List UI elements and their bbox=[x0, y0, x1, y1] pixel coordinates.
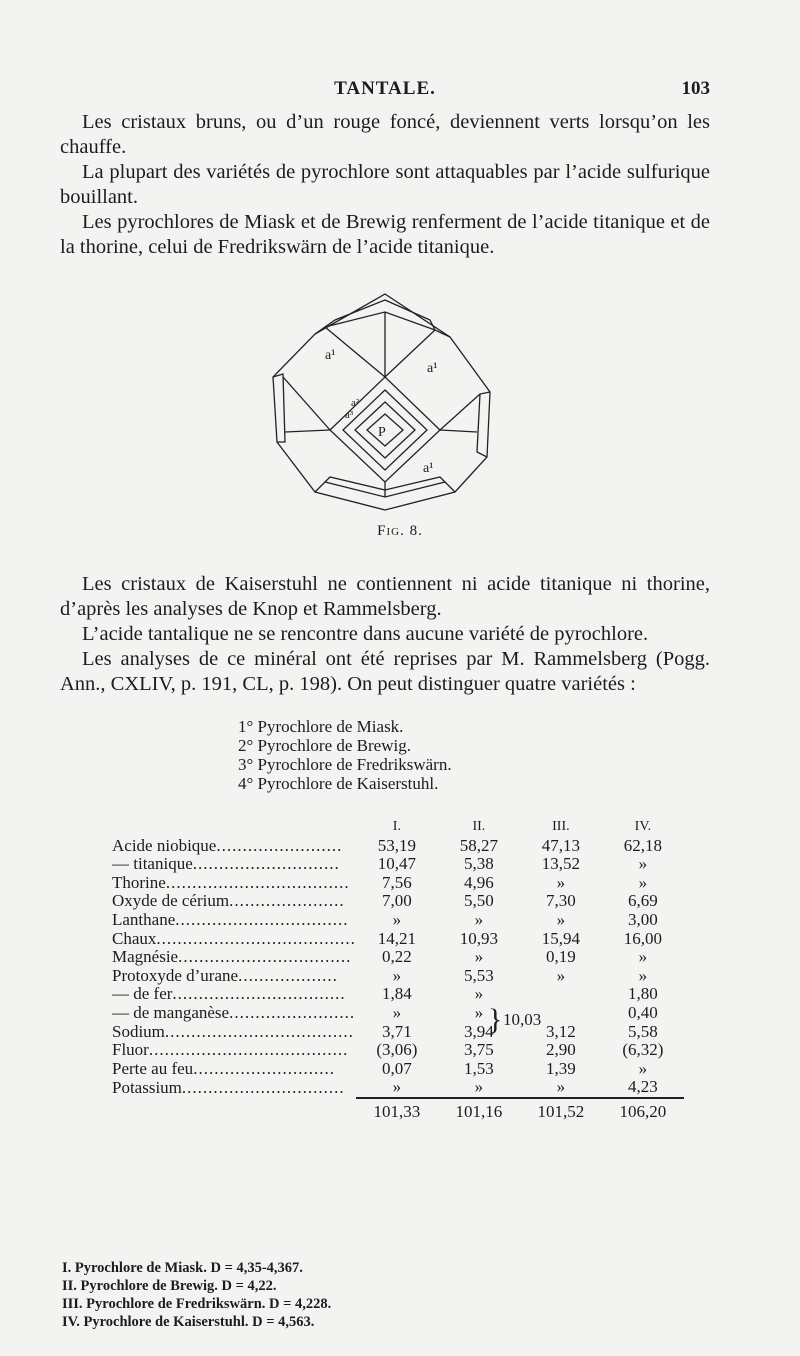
table-cell: 0,07 bbox=[382, 1058, 412, 1078]
column-header: IV. bbox=[634, 819, 652, 834]
table-row bbox=[112, 1078, 684, 1098]
table-cell: 53,19 bbox=[377, 835, 417, 855]
table-cell: 5,58 bbox=[628, 1021, 658, 1041]
footnote: III. Pyrochlore de Fredrikswärn. D = 4,228. bbox=[62, 1296, 332, 1312]
table-cell: 0,19 bbox=[546, 947, 576, 967]
table-cell: 58,27 bbox=[459, 835, 499, 855]
table-cell: » bbox=[638, 854, 648, 874]
table-cell: » bbox=[474, 1077, 484, 1097]
table-row bbox=[112, 1004, 684, 1023]
table-cell bbox=[520, 985, 602, 1004]
table-cell: (6,32) bbox=[622, 1040, 664, 1060]
table-header-row bbox=[112, 818, 684, 837]
table-cell: 5,53 bbox=[464, 965, 494, 985]
footnote: I. Pyrochlore de Miask. D = 4,35-4,367. bbox=[62, 1260, 303, 1276]
footnote: II. Pyrochlore de Brewig. D = 4,22. bbox=[62, 1278, 277, 1294]
table-cell: » bbox=[556, 1077, 566, 1097]
table-cell: 5,38 bbox=[464, 854, 494, 874]
variety-list bbox=[238, 717, 452, 793]
table-cell: » bbox=[392, 965, 402, 985]
table-row bbox=[112, 948, 684, 967]
table-row bbox=[112, 855, 684, 874]
dot-leader: ........................ bbox=[216, 835, 343, 855]
dot-leader: ................................. bbox=[175, 909, 349, 929]
table-cell: 62,18 bbox=[623, 835, 663, 855]
face-label-a1: a¹ bbox=[325, 348, 336, 363]
table-cell: 5,50 bbox=[464, 891, 494, 911]
dot-leader: ................................... bbox=[165, 872, 350, 892]
paragraph: L’acide tantalique ne se rencontre dans aucune variété de pyrochlore. bbox=[82, 623, 649, 645]
table-row bbox=[112, 967, 684, 986]
row-label: Protoxyde d’urane................... bbox=[112, 965, 338, 985]
row-label: — de fer................................. bbox=[112, 984, 346, 1004]
table-cell: 14,21 bbox=[377, 928, 417, 948]
row-label: Chaux...................................... bbox=[112, 928, 356, 948]
row-label: Fluor...................................... bbox=[112, 1040, 349, 1060]
row-label: — de manganèse........................ bbox=[112, 1002, 356, 1022]
totals-row bbox=[112, 1098, 684, 1122]
table-cell: » bbox=[556, 909, 566, 929]
running-header bbox=[60, 78, 710, 104]
paragraph: Les cristaux bruns, ou d’un rouge foncé, deviennent verts lorsqu’on les chauffe. bbox=[60, 111, 710, 158]
table-cell: 1,39 bbox=[546, 1058, 576, 1078]
table-cell: 7,00 bbox=[382, 891, 412, 911]
total-cell: 101,16 bbox=[438, 1098, 520, 1122]
table-row bbox=[112, 930, 684, 949]
table-cell: 1,84 bbox=[382, 984, 412, 1004]
table-row bbox=[112, 837, 684, 856]
pyrochlore-crystal-drawing bbox=[255, 282, 505, 527]
dot-leader: ...................... bbox=[229, 891, 345, 911]
face-label-a2: a² bbox=[351, 397, 360, 409]
table-cell: 6,69 bbox=[628, 891, 658, 911]
table-cell: » bbox=[638, 965, 648, 985]
dot-leader: ........................... bbox=[193, 1058, 335, 1078]
row-label: — titanique............................ bbox=[112, 854, 340, 874]
list-item: 3° Pyrochlore de Fredrikswärn. bbox=[238, 755, 452, 774]
table-cell: 47,13 bbox=[541, 835, 581, 855]
table-cell: 3,00 bbox=[628, 909, 658, 929]
row-label: Perte au feu........................... bbox=[112, 1058, 335, 1078]
dot-leader: ............................... bbox=[181, 1077, 345, 1097]
table-row bbox=[112, 985, 684, 1004]
row-label: Acide niobique........................ bbox=[112, 835, 343, 855]
table-cell: » bbox=[392, 1002, 402, 1022]
page-number: 103 bbox=[681, 78, 710, 99]
analysis-table bbox=[112, 818, 684, 1122]
row-label: Magnésie................................. bbox=[112, 947, 352, 967]
crystal-figure bbox=[255, 282, 505, 527]
table-cell: (3,06) bbox=[376, 1040, 418, 1060]
table-cell: 4,23 bbox=[628, 1077, 658, 1097]
intro-paragraphs bbox=[60, 110, 710, 260]
dot-leader: ................................. bbox=[178, 947, 352, 967]
table-cell: 1,53 bbox=[464, 1058, 494, 1078]
face-label-a3: a³ bbox=[345, 409, 354, 421]
row-label: Thorine................................... bbox=[112, 872, 350, 892]
table-row bbox=[112, 874, 684, 893]
table-row bbox=[112, 1041, 684, 1060]
table-row bbox=[112, 1023, 684, 1042]
dot-leader: .................................... bbox=[164, 1021, 354, 1041]
table-cell: 0,22 bbox=[382, 947, 412, 967]
dot-leader: ................................. bbox=[172, 984, 346, 1004]
footnotes bbox=[62, 1259, 331, 1331]
table-cell: 7,56 bbox=[382, 872, 412, 892]
brace-symbol: } bbox=[488, 1003, 503, 1036]
table-cell: 3,94 bbox=[464, 1021, 494, 1041]
total-cell: 106,20 bbox=[602, 1098, 684, 1122]
table-cell: 3,12 bbox=[546, 1021, 576, 1041]
row-label: Sodium.................................... bbox=[112, 1021, 354, 1041]
table-cell: 10,47 bbox=[377, 854, 417, 874]
table-cell: 0,40 bbox=[628, 1002, 658, 1022]
paragraph: La plupart des variétés de pyrochlore sont attaquables par l’acide sulfurique bouillant. bbox=[60, 161, 710, 208]
total-cell: 101,52 bbox=[520, 1098, 602, 1122]
total-cell: 101,33 bbox=[356, 1098, 438, 1122]
table-cell: 3,71 bbox=[382, 1021, 412, 1041]
table-row bbox=[112, 1060, 684, 1079]
row-label: Oxyde de cérium...................... bbox=[112, 891, 345, 911]
row-label: Lanthane................................. bbox=[112, 909, 349, 929]
table-cell: 2,90 bbox=[546, 1040, 576, 1060]
table-cell: » bbox=[392, 909, 402, 929]
footnote: IV. Pyrochlore de Kaiserstuhl. D = 4,563. bbox=[62, 1314, 315, 1330]
paragraph: Les analyses de ce minéral ont été reprises par M. Rammelsberg (Pogg. Ann., CXLIV, p. 191, CL, p. 198). On peut distinguer quatre variétés : bbox=[60, 648, 710, 695]
table-cell: » bbox=[474, 984, 484, 1004]
table-cell: 16,00 bbox=[623, 928, 663, 948]
column-header: III. bbox=[552, 819, 570, 834]
table-cell: 1,80 bbox=[628, 984, 658, 1004]
table-cell: » bbox=[474, 1002, 484, 1022]
table-cell: 7,30 bbox=[546, 891, 576, 911]
dot-leader: ................... bbox=[238, 965, 338, 985]
table-cell: 15,94 bbox=[541, 928, 581, 948]
figure-caption: Fig. 8. bbox=[377, 523, 423, 539]
column-header: II. bbox=[472, 819, 486, 834]
dot-leader: ...................................... bbox=[156, 928, 356, 948]
row-label: Potassium............................... bbox=[112, 1077, 345, 1097]
combined-value: 10,03 bbox=[503, 1010, 542, 1029]
dot-leader: ............................ bbox=[192, 854, 340, 874]
column-header: I. bbox=[392, 819, 401, 834]
table-cell: 10,93 bbox=[459, 928, 499, 948]
table-cell: 13,52 bbox=[541, 854, 581, 874]
face-label-a1: a¹ bbox=[427, 361, 438, 376]
table-cell: » bbox=[392, 1077, 402, 1097]
list-item: 4° Pyrochlore de Kaiserstuhl. bbox=[238, 774, 439, 793]
table-row bbox=[112, 911, 684, 930]
table-cell: » bbox=[474, 947, 484, 967]
face-label-p: P bbox=[378, 425, 386, 440]
table-cell: » bbox=[638, 1058, 648, 1078]
table-row bbox=[112, 892, 684, 911]
paragraph: Les pyrochlores de Miask et de Brewig renferment de l’acide titanique et de la thorine, celui de Fredrikswärn de l’acide titanique. bbox=[60, 211, 710, 258]
table-cell: » bbox=[556, 872, 566, 892]
running-title: TANTALE. bbox=[334, 78, 436, 99]
analysis-paragraphs bbox=[60, 572, 710, 697]
paragraph: Les cristaux de Kaiserstuhl ne contiennent ni acide titanique ni thorine, d’après les analyses de Knop et Rammelsberg. bbox=[60, 573, 710, 620]
dot-leader: ...................................... bbox=[148, 1040, 349, 1060]
table-cell: » bbox=[556, 965, 566, 985]
table-cell: » bbox=[474, 909, 484, 929]
list-item: 1° Pyrochlore de Miask. bbox=[238, 717, 404, 736]
face-label-a1: a¹ bbox=[423, 461, 434, 476]
table-cell: » bbox=[638, 947, 648, 967]
dot-leader: ........................ bbox=[229, 1002, 356, 1022]
table-cell: » bbox=[638, 872, 648, 892]
list-item: 2° Pyrochlore de Brewig. bbox=[238, 736, 411, 755]
table-cell: 4,96 bbox=[464, 872, 494, 892]
table-cell: 3,75 bbox=[464, 1040, 494, 1060]
